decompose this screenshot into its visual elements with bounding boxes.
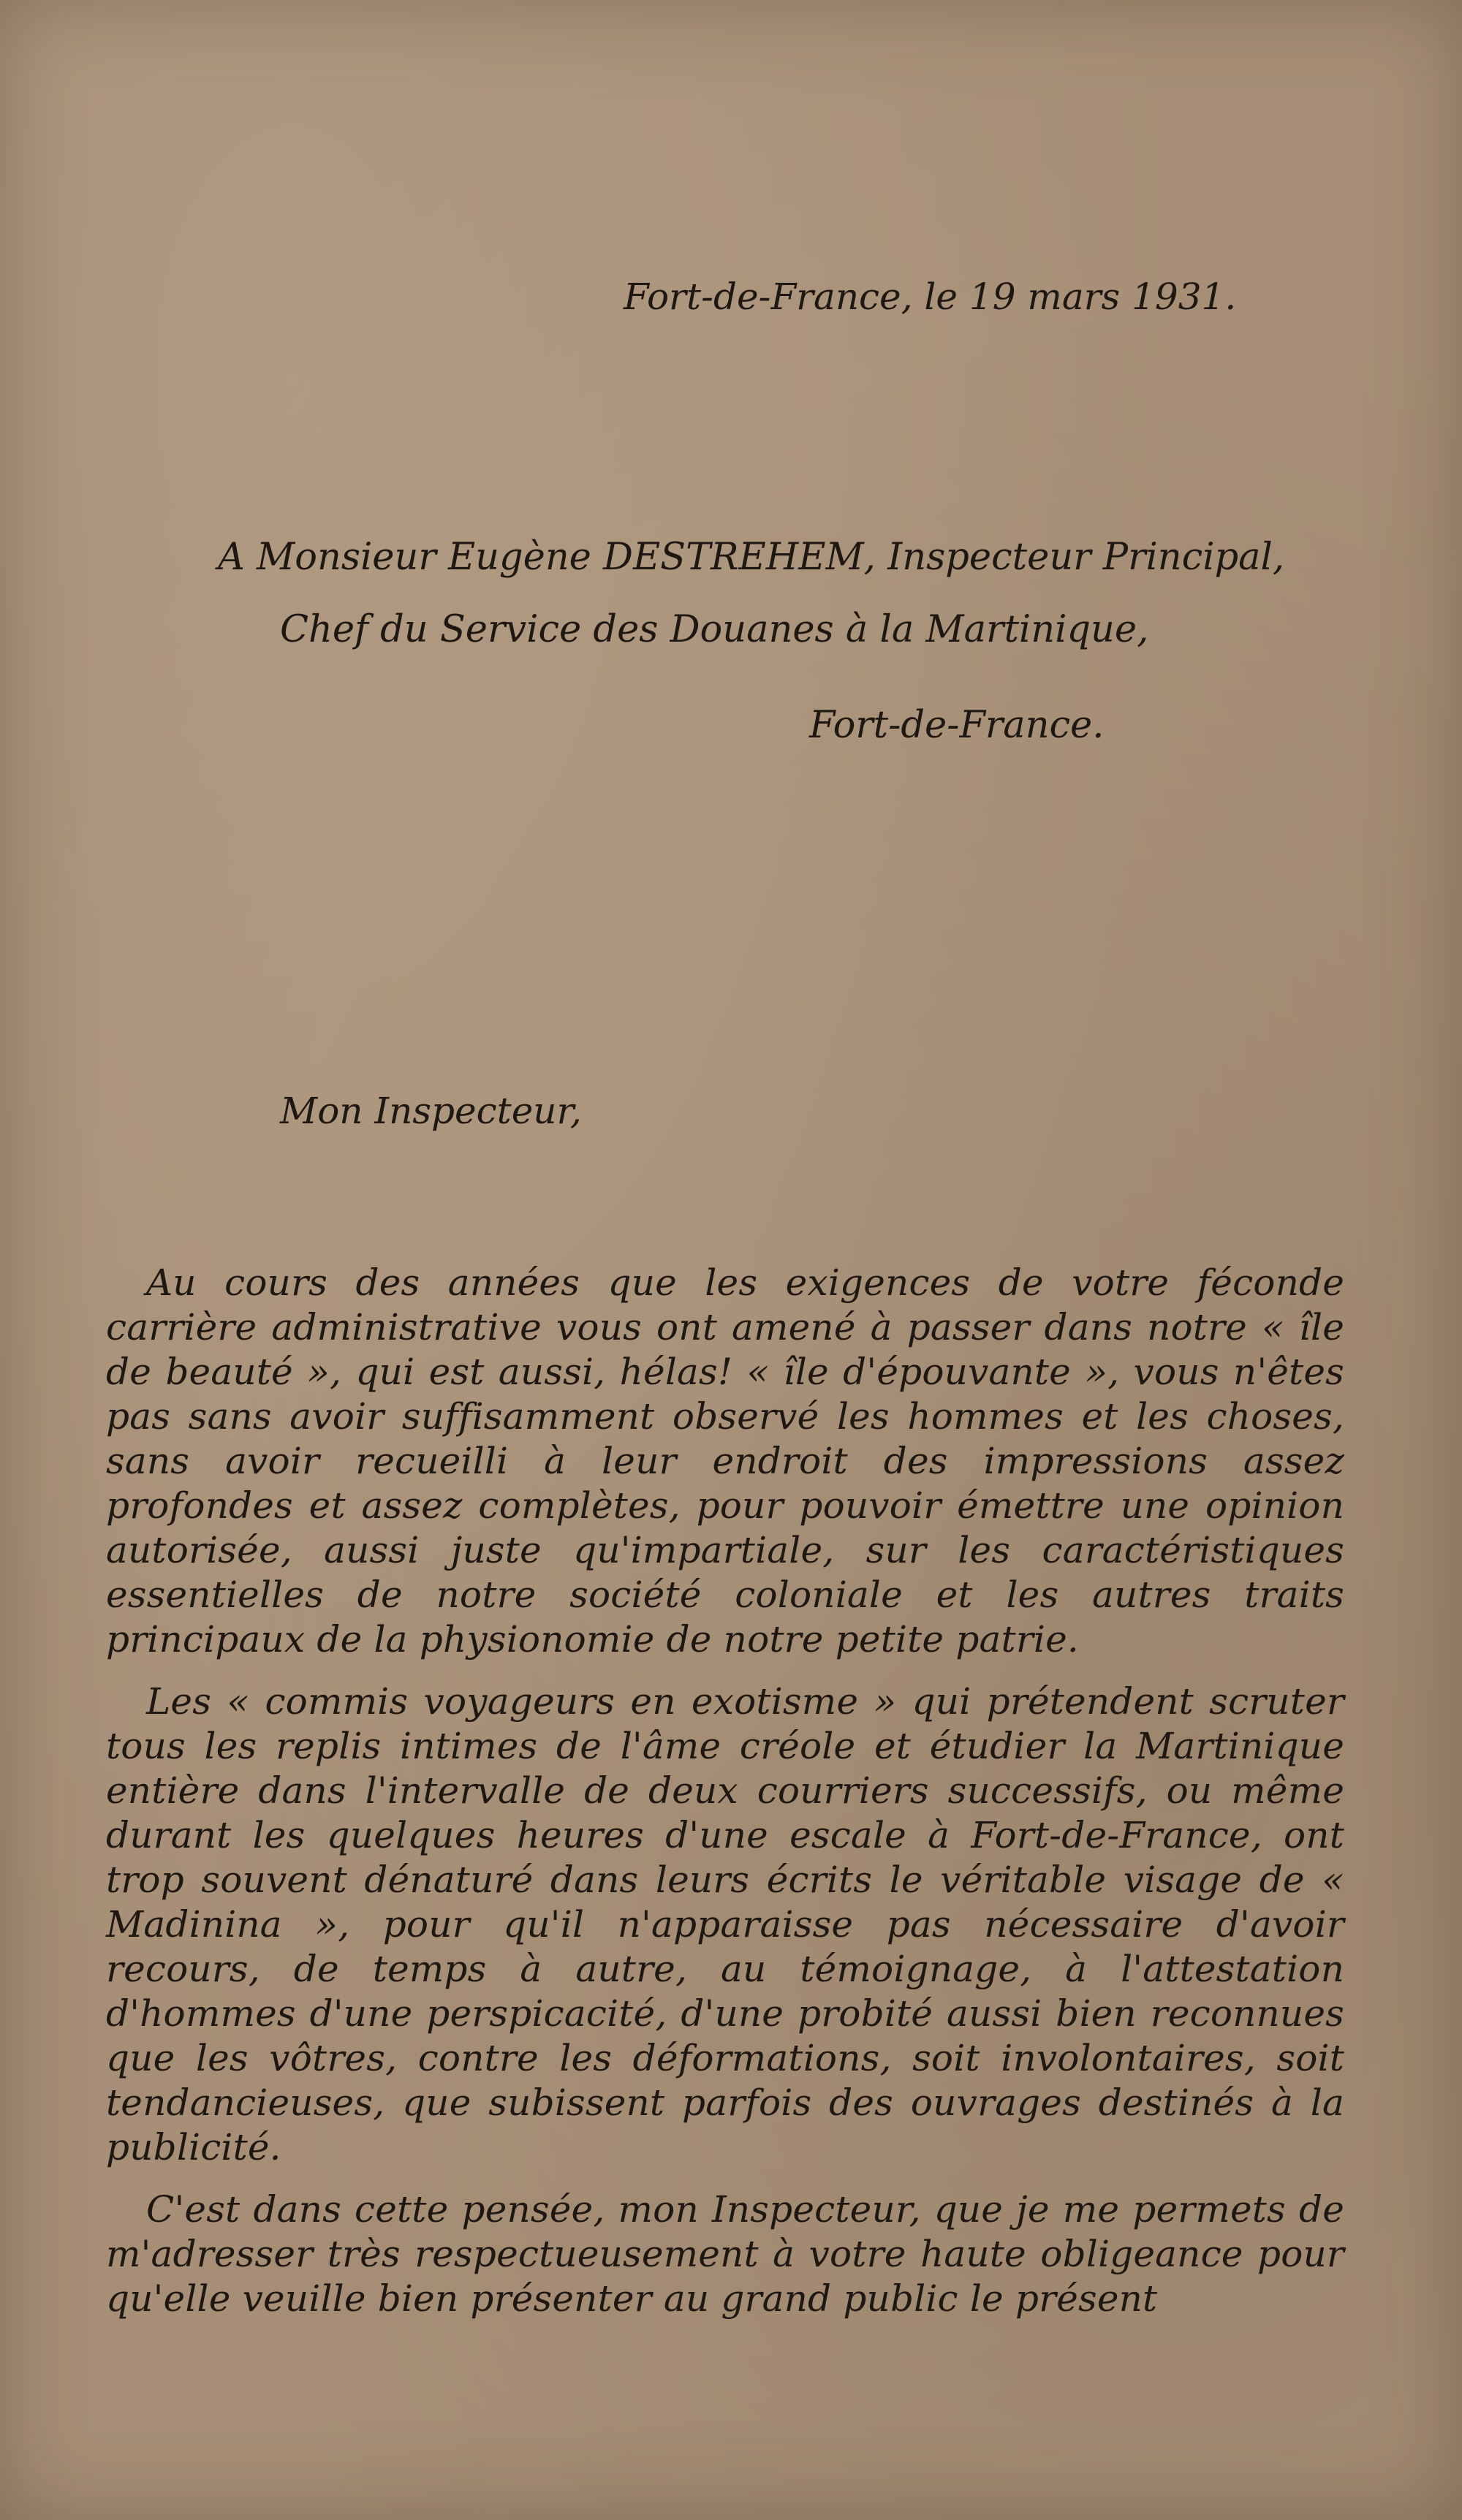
- dateline: Fort-de-France, le 19 mars 1931.: [624, 276, 1237, 318]
- salutation: Mon Inspecteur,: [280, 1090, 582, 1132]
- recipient-line-1: A Monsieur Eugène DESTREHEM, Inspecteur Principal,: [218, 536, 1285, 579]
- paragraph-1: Au cours des années que les exigences de votre féconde carrière administrative vous ont amené à passer dans notre « île de beauté », qui est aussi, hélas! « île d'épouvante », vous n'êtes pas sans avoir suffisamment observé les hommes et les choses, sans avoir recueilli à leur endroit des impressions assez profondes et assez complètes, pour pouvoir émettre une opinion autorisée, aussi juste qu'impartiale, sur les caractéristiques essentielles de notre société coloniale et les autres traits principaux de la physionomie de notre petite patrie.: [106, 1261, 1344, 1661]
- paragraph-3: C'est dans cette pensée, mon Inspecteur, que je me permets de m'adresser très respectueusement à votre haute obligeance pour qu'elle veuille bien présenter au grand public le présent: [106, 2188, 1344, 2320]
- recipient-line-2: Chef du Service des Douanes à la Martinique,: [280, 608, 1149, 651]
- letter-body: [106, 1261, 1344, 2339]
- recipient-line-3: Fort-de-France.: [809, 704, 1105, 747]
- paragraph-2: Les « commis voyageurs en exotisme » qui prétendent scruter tous les replis intimes de l'âme créole et étudier la Martinique entière dans l'intervalle de deux courriers successifs, ou même durant les quelques heures d'une escale à Fort-de-France, ont trop souvent dénaturé dans leurs écrits le véritable visage de « Madinina », pour qu'il n'apparaisse pas nécessaire d'avoir recours, de temps à autre, au témoignage, à l'attestation d'hommes d'une perspicacité, d'une probité aussi bien reconnues que les vôtres, contre les déformations, soit involontaires, soit tendancieuses, que subissent parfois des ouvrages destinés à la publicité.: [106, 1680, 1344, 2168]
